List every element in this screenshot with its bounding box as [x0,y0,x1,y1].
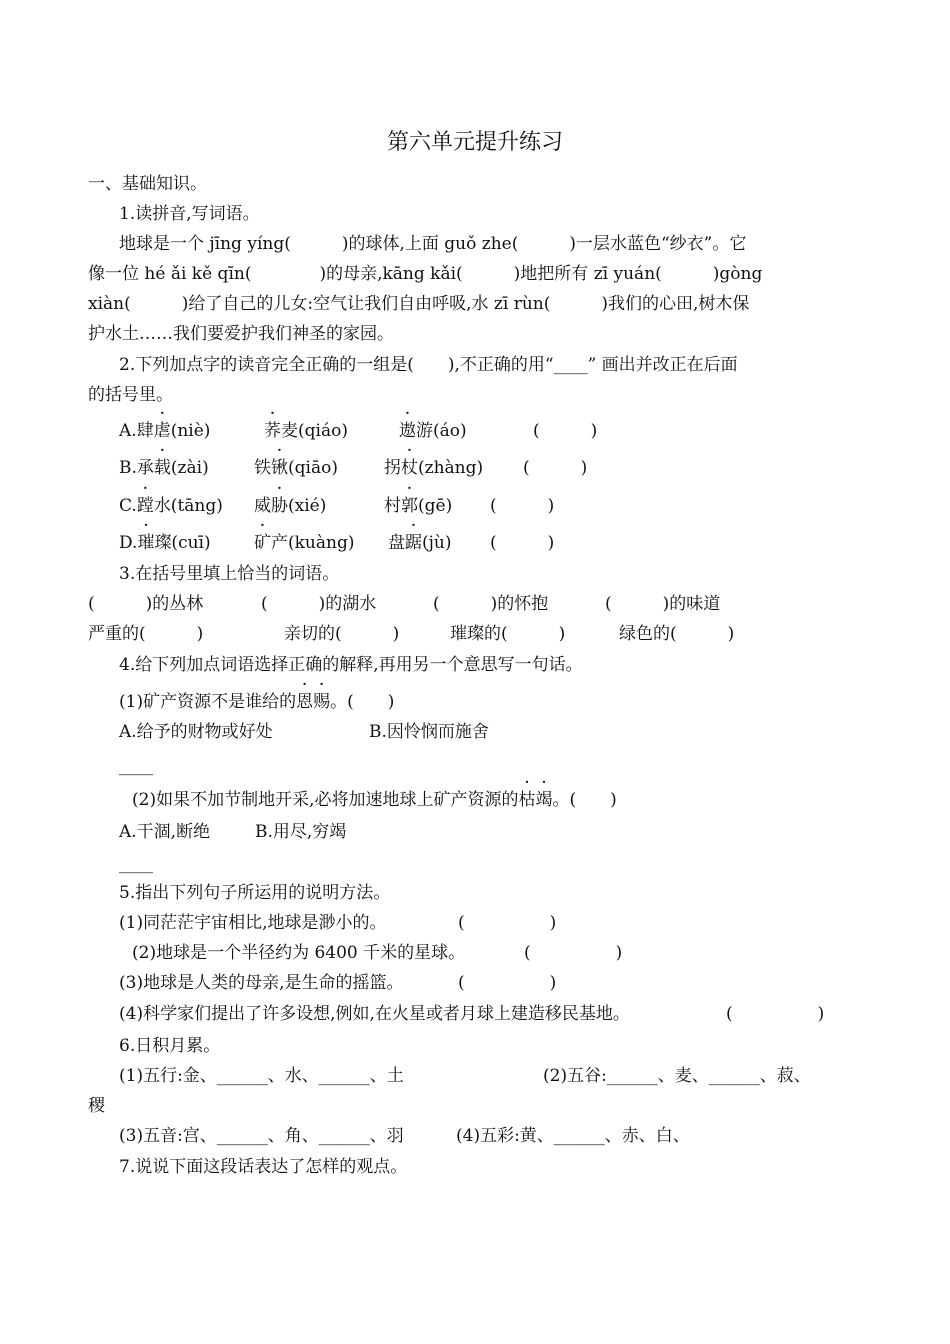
dotted-char: 载 [153,458,171,478]
q6-line-1b: (2)五谷:______、麦、______、菽、 [543,1066,811,1086]
answer-line[interactable]: ____ [119,756,153,776]
q1-line-3: xiàn( )给了自己的儿女:空气让我们自由呼吸,水 zī rùn( )我们的心田,树木保 [88,294,750,314]
q4-option-b: B.因怜悯而施舍 [369,722,489,742]
fill-blank-item[interactable]: 亲切的( ) [284,624,400,644]
dotted-char: 杖 [401,458,418,478]
dotted-char: 矿 [254,533,271,553]
dotted-char: 蹚 [136,496,154,516]
q6-line-1c: 稷 [88,1096,105,1116]
fill-blank-item[interactable]: ( )的湖水 [261,594,377,614]
dotted-char: 荞 [264,421,281,441]
q1-line-2: 像一位 hé ǎi kě qīn( )的母亲,kāng kǎi( )地把所有 zī yuán( )gòng [88,264,763,284]
answer-blank[interactable]: ( ) [523,458,588,478]
q5-item-3: (3)地球是人类的母亲,是生命的摇篮。 [119,973,404,993]
answer-blank[interactable]: ( ) [524,943,623,963]
question-2-heading: 2.下列加点字的读音完全正确的一组是( ),不正确的用“____” 画出并改正在后面 [119,355,738,375]
fill-blank-item[interactable]: 严重的( ) [88,624,204,644]
dotted-char: 遨 [399,421,416,441]
q1-line-4: 护水土……我们要爱护我们神圣的家园。 [88,324,394,344]
dotted-char: 虐 [153,421,171,441]
question-3-heading: 3.在括号里填上恰当的词语。 [119,564,340,584]
answer-line[interactable]: ____ [119,854,153,874]
dotted-char: 枯 [518,790,536,810]
dotted-char: 郭 [401,496,418,516]
q6-line-1a: (1)五行:金、______、水、______、土 [119,1066,404,1086]
question-1-heading: 1.读拼音,写词语。 [119,204,260,224]
answer-blank[interactable]: ( ) [726,1004,825,1024]
answer-blank[interactable]: ( ) [490,533,555,553]
q4-sentence-1: (1)矿产资源不是谁给的恩赐。( ) [119,692,395,712]
dotted-char: 锹 [271,458,288,478]
fill-blank-item[interactable]: ( )的味道 [605,594,721,614]
dotted-char: 赐 [313,692,331,712]
question-6-heading: 6.日积月累。 [119,1036,221,1056]
answer-blank[interactable]: ( ) [458,973,557,993]
q5-item-2: (2)地球是一个半径约为 6400 千米的星球。 [132,943,466,963]
question-5-heading: 5.指出下列句子所运用的说明方法。 [119,883,391,903]
fill-blank-item[interactable]: 绿色的( ) [619,624,735,644]
section-heading: 一、基础知识。 [88,174,207,194]
fill-blank-item[interactable]: ( )的丛林 [88,594,204,614]
q6-line-2b: (4)五彩:黄、______、赤、白、 [456,1126,690,1146]
q6-line-2a: (3)五音:宫、______、角、______、羽 [119,1126,404,1146]
dotted-char: 恩 [296,692,314,712]
dotted-char: 璀 [137,533,155,553]
q5-item-4: (4)科学家们提出了许多设想,例如,在火星或者月球上建造移民基地。 [119,1004,630,1024]
answer-blank[interactable]: ( ) [533,421,598,441]
answer-blank[interactable]: ( ) [490,496,555,516]
q4-option-a-2: A.干涸,断绝 [119,822,211,842]
question-4-heading: 4.给下列加点词语选择正确的解释,再用另一个意思写一句话。 [119,655,583,675]
question-2-heading-cont: 的括号里。 [88,385,173,405]
dotted-char: 竭 [535,790,553,810]
dotted-char: 踞 [405,533,422,553]
q5-item-1: (1)同茫茫宇宙相比,地球是渺小的。 [119,913,387,933]
q1-line-1: 地球是一个 jīng yíng( )的球体,上面 guǒ zhe( )一层水蓝色“纱衣”。它 [119,234,747,254]
dotted-char: 胁 [271,496,288,516]
fill-blank-item[interactable]: ( )的怀抱 [433,594,549,614]
fill-blank-item[interactable]: 璀璨的( ) [450,624,566,644]
q4-option-b-2: B.用尽,穷竭 [255,822,347,842]
answer-blank[interactable]: ( ) [458,913,557,933]
page-title: 第六单元提升练习 [386,130,563,155]
q4-sentence-2: (2)如果不加节制地开采,必将加速地球上矿产资源的枯竭。( ) [132,790,617,810]
q4-option-a: A.给予的财物或好处 [119,722,273,742]
question-7-heading: 7.说说下面这段话表达了怎样的观点。 [119,1157,408,1177]
